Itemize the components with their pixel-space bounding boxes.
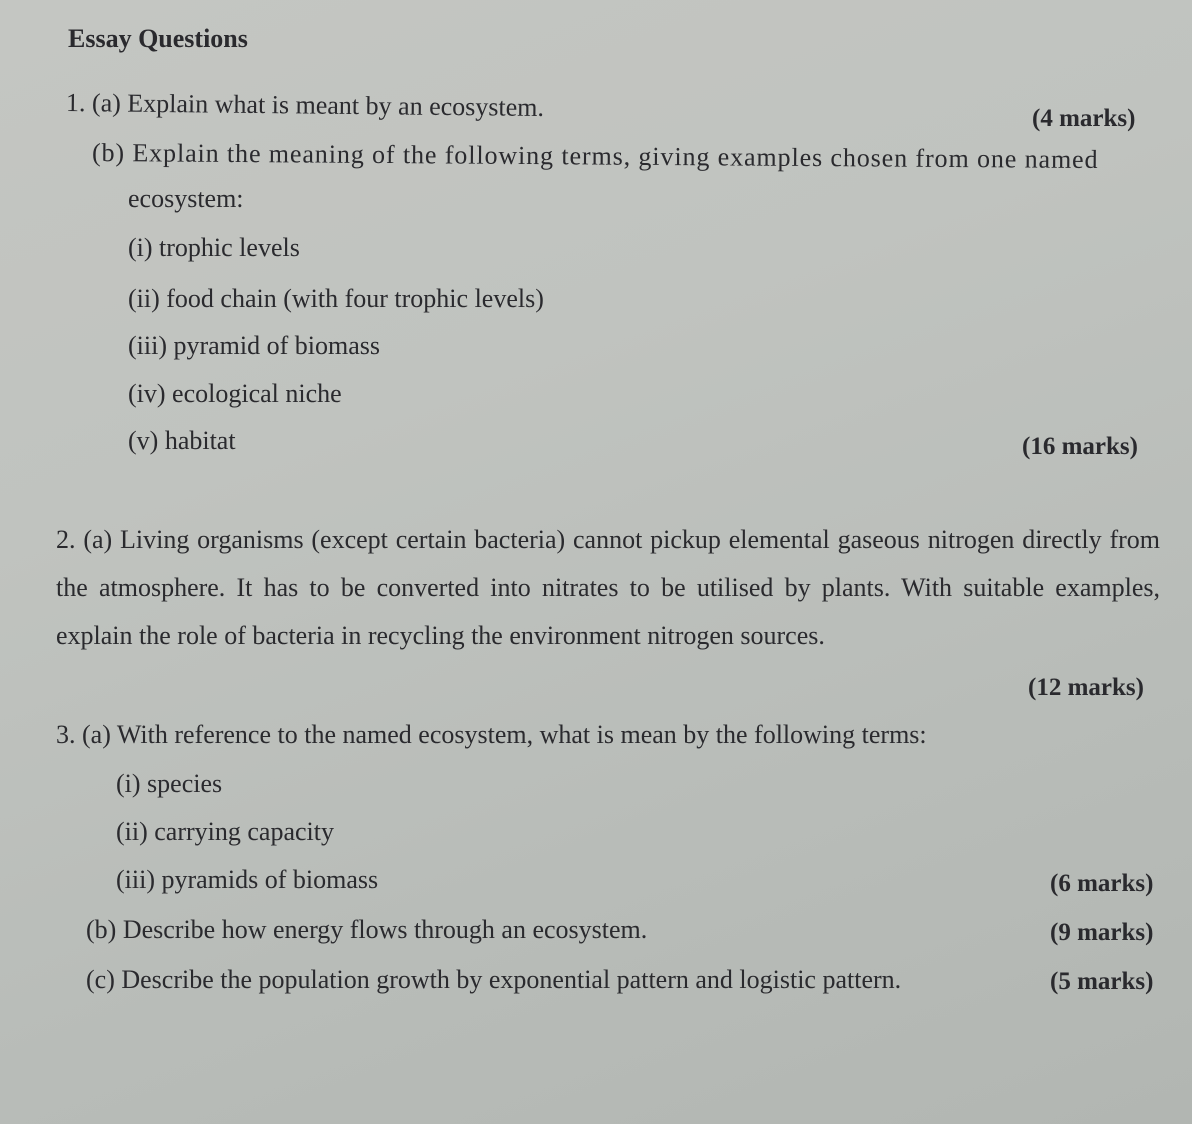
q1b-marks: (16 marks) xyxy=(1022,433,1138,460)
q3c-text: (c) Describe the population growth by exponential pattern and logistic pattern. xyxy=(86,965,902,994)
q2-text: 2. (a) Living organisms (except certain bacteria) cannot pickup elemental gaseous nitrogen directly from the atmosphere. It has to be converted into nitrates to be utilised by plants. With suitable examples, explain the role of bacteria in recycling the environment nitrogen sources. xyxy=(56,525,1160,650)
q1b-text-cont: ecosystem: xyxy=(128,184,244,213)
q1b-item-v: (v) habitat xyxy=(128,426,236,455)
q1b-text: (b) Explain the meaning of the following terms, giving examples chosen from one named xyxy=(91,138,1099,175)
q1b-item-i: (i) trophic levels xyxy=(128,233,300,262)
q1b-item-iii: (iii) pyramid of biomass xyxy=(128,331,381,360)
q3b-marks: (9 marks) xyxy=(1050,919,1154,946)
section-heading: Essay Questions xyxy=(68,24,248,53)
q3c-marks: (5 marks) xyxy=(1050,968,1154,995)
q2-marks: (12 marks) xyxy=(1028,674,1144,701)
q1a-text: 1. (a) Explain what is meant by an ecosystem. xyxy=(65,88,545,123)
q3a-item-iii: (iii) pyramids of biomass xyxy=(116,865,379,894)
q3a-marks: (6 marks) xyxy=(1050,870,1154,897)
q1b-item-iv: (iv) ecological niche xyxy=(128,379,342,408)
q1a-marks: (4 marks) xyxy=(1032,105,1136,132)
q3a-item-i: (i) species xyxy=(116,769,223,798)
q3a-item-ii: (ii) carrying capacity xyxy=(116,817,334,846)
q3a-text: 3. (a) With reference to the named ecosystem, what is mean by the following terms: xyxy=(56,720,927,749)
q3b-text: (b) Describe how energy flows through an ecosystem. xyxy=(86,915,648,944)
q1b-item-ii: (ii) food chain (with four trophic levels) xyxy=(128,284,544,313)
